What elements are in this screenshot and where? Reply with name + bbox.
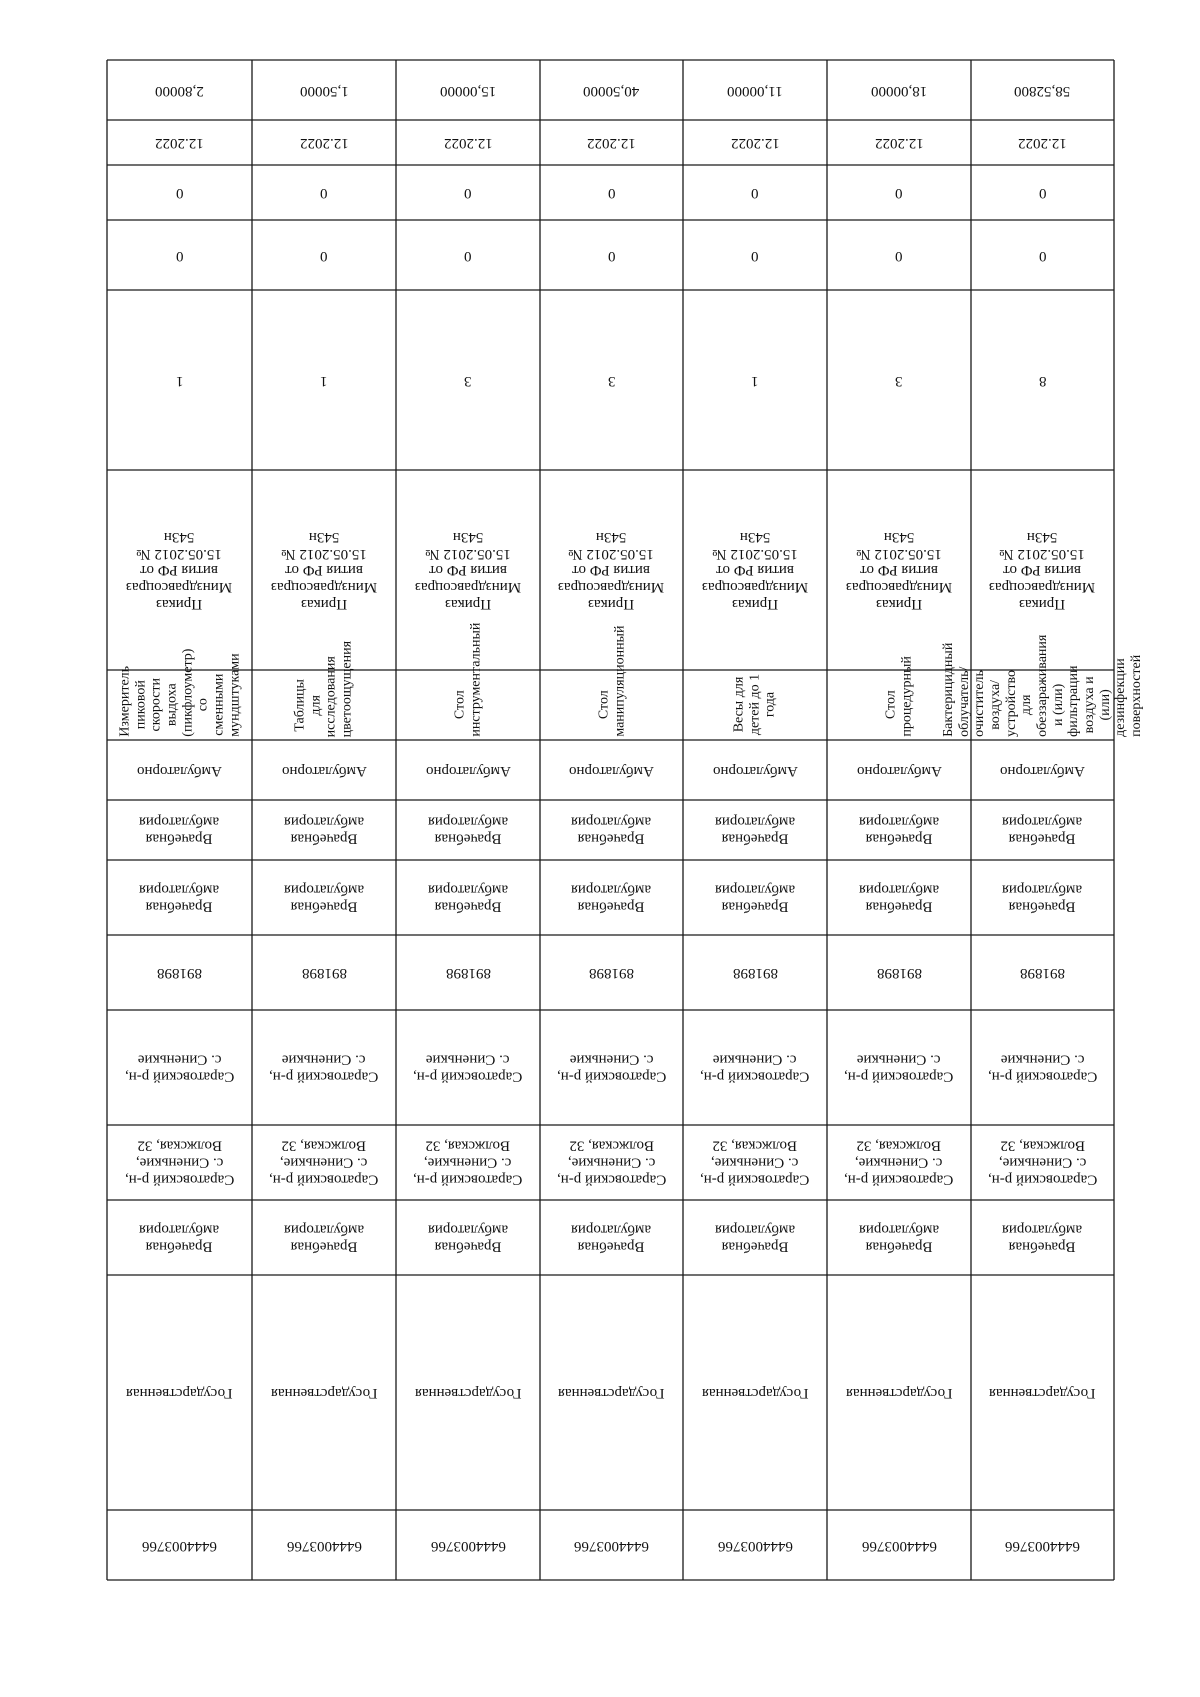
cell-equipment bbox=[683, 670, 827, 740]
cell-order bbox=[252, 470, 396, 670]
cell-address bbox=[540, 1125, 683, 1200]
equipment-text: Стол инструментальный bbox=[452, 622, 483, 737]
cell-code bbox=[683, 935, 827, 1010]
qty-text: 3 bbox=[464, 372, 472, 389]
date-text: 12.2022 bbox=[874, 134, 924, 151]
unit1-text: Врачебная амбулатория bbox=[427, 1221, 509, 1255]
date-text: 12.2022 bbox=[1018, 134, 1067, 151]
cell-inn bbox=[107, 1510, 252, 1580]
address-text: Саратовский р-н, с. Синенькие, Волжская, 32 bbox=[556, 1138, 667, 1188]
inn-text: 6444003766 bbox=[286, 1537, 362, 1554]
qty-text: 1 bbox=[751, 372, 759, 389]
cell-date bbox=[396, 120, 540, 165]
cell-date bbox=[107, 120, 252, 165]
v1-text: 0 bbox=[320, 247, 328, 264]
cell-v1 bbox=[971, 220, 1114, 290]
cell-inn bbox=[396, 1510, 540, 1580]
cell-date bbox=[540, 120, 683, 165]
unit3-text: Врачебная амбулатория bbox=[571, 814, 652, 847]
cell-care bbox=[827, 740, 971, 800]
unit3-text: Врачебная амбулатория bbox=[283, 814, 365, 847]
cell-ownership bbox=[540, 1275, 683, 1510]
cell-sum bbox=[396, 60, 540, 120]
code-text: 891898 bbox=[732, 964, 778, 981]
ownership-text: Государственная bbox=[126, 1384, 233, 1401]
date-text: 12.2022 bbox=[730, 134, 780, 151]
cell-qty bbox=[396, 290, 540, 470]
cell-address bbox=[827, 1125, 971, 1200]
v1-text: 0 bbox=[464, 247, 472, 264]
cell-ownership bbox=[827, 1275, 971, 1510]
inn-text: 6444003766 bbox=[717, 1537, 793, 1554]
address-text: Саратовский р-н, с. Синенькие, Волжская, 32 bbox=[124, 1138, 235, 1188]
v2-text: 0 bbox=[607, 184, 616, 201]
cell-code bbox=[540, 935, 683, 1010]
qty-text: 8 bbox=[1038, 372, 1047, 389]
unit3-text: Врачебная амбулатория bbox=[714, 814, 796, 847]
equipment-text: Стол процедурный bbox=[883, 656, 914, 737]
order-text: Приказ Минздравсоцраз вития РФ от 15.05.2012 № 543н bbox=[126, 528, 233, 612]
cell-locality bbox=[396, 1010, 540, 1125]
date-text: 12.2022 bbox=[299, 134, 349, 151]
v1-text: 0 bbox=[751, 247, 759, 264]
cell-qty bbox=[971, 290, 1114, 470]
cell-unit2 bbox=[396, 860, 540, 935]
unit3-text: Врачебная амбулатория bbox=[858, 814, 940, 847]
cell-ownership bbox=[252, 1275, 396, 1510]
address-text: Саратовский р-н, с. Синенькие, Волжская, 32 bbox=[269, 1138, 379, 1188]
inn-text: 6444003766 bbox=[574, 1537, 649, 1554]
cell-date bbox=[827, 120, 971, 165]
locality-text: Саратовский р-н, с. Синенькие bbox=[413, 1051, 523, 1085]
cell-locality bbox=[540, 1010, 683, 1125]
address-text: Саратовский р-н, с. Синенькие, Волжская, 32 bbox=[413, 1138, 523, 1188]
sum-text: 18,00000 bbox=[870, 82, 928, 99]
cell-sum bbox=[683, 60, 827, 120]
cell-address bbox=[252, 1125, 396, 1200]
ownership-text: Государственная bbox=[989, 1384, 1096, 1401]
unit2-text: Врачебная амбулатория bbox=[139, 881, 220, 915]
cell-equipment bbox=[107, 648, 252, 740]
v2-text: 0 bbox=[751, 184, 759, 201]
v2-text: 0 bbox=[320, 184, 328, 201]
code-text: 891898 bbox=[445, 964, 491, 981]
cell-ownership bbox=[683, 1275, 827, 1510]
order-text: Приказ Минздравсоцраз вития РФ от 15.05.2012 № 543н bbox=[270, 528, 378, 612]
v1-text: 0 bbox=[1038, 247, 1047, 264]
cell-unit3 bbox=[827, 800, 971, 860]
locality-text: Саратовский р-н, с. Синенькие bbox=[844, 1051, 954, 1085]
cell-unit2 bbox=[540, 860, 683, 935]
inn-text: 6444003766 bbox=[861, 1537, 937, 1554]
order-text: Приказ Минздравсоцраз вития РФ от 15.05.2012 № 543н bbox=[558, 528, 665, 612]
locality-text: Саратовский р-н, с. Синенькие bbox=[700, 1051, 810, 1085]
cell-locality bbox=[827, 1010, 971, 1125]
unit1-text: Врачебная амбулатория bbox=[714, 1221, 796, 1255]
unit2-text: Врачебная амбулатория bbox=[427, 881, 509, 915]
cell-care bbox=[107, 740, 252, 800]
cell-unit1 bbox=[252, 1200, 396, 1275]
cell-qty bbox=[107, 290, 252, 470]
inn-text: 6444003766 bbox=[1005, 1537, 1080, 1554]
order-text: Приказ Минздравсоцраз вития РФ от 15.05.2012 № 543н bbox=[845, 528, 953, 612]
cell-equipment bbox=[252, 640, 396, 740]
unit2-text: Врачебная амбулатория bbox=[571, 881, 652, 915]
cell-unit1 bbox=[971, 1200, 1114, 1275]
v1-text: 0 bbox=[607, 247, 616, 264]
cell-sum bbox=[827, 60, 971, 120]
unit1-text: Врачебная амбулатория bbox=[1002, 1221, 1083, 1255]
cell-qty bbox=[827, 290, 971, 470]
unit2-text: Врачебная амбулатория bbox=[714, 881, 796, 915]
v1-text: 0 bbox=[175, 247, 184, 264]
equipment-text: Измеритель пиковой скорости выдоха (пикфлоуметр) со сменными мундштуками bbox=[116, 648, 242, 737]
cell-v1 bbox=[252, 220, 396, 290]
ownership-text: Государственная bbox=[270, 1384, 378, 1401]
cell-unit3 bbox=[107, 800, 252, 860]
care-text: Амбулаторно bbox=[569, 762, 654, 779]
cell-order bbox=[683, 470, 827, 670]
cell-v2 bbox=[540, 165, 683, 220]
cell-v1 bbox=[107, 220, 252, 290]
cell-address bbox=[683, 1125, 827, 1200]
qty-text: 1 bbox=[320, 372, 328, 389]
cell-code bbox=[827, 935, 971, 1010]
care-text: Амбулаторно bbox=[281, 762, 367, 779]
sum-text: 15,00000 bbox=[439, 82, 497, 99]
equipment-text: Стол манипуляционный bbox=[595, 625, 627, 737]
cell-sum bbox=[107, 60, 252, 120]
v2-text: 0 bbox=[895, 184, 903, 201]
cell-ownership bbox=[107, 1275, 252, 1510]
ownership-text: Государственная bbox=[558, 1384, 665, 1401]
cell-sum bbox=[540, 60, 683, 120]
locality-text: Саратовский р-н, с. Синенькие bbox=[987, 1051, 1098, 1085]
unit1-text: Врачебная амбулатория bbox=[283, 1221, 365, 1255]
cell-unit1 bbox=[396, 1200, 540, 1275]
locality-text: Саратовский р-н, с. Синенькие bbox=[124, 1051, 235, 1085]
cell-equipment bbox=[396, 622, 540, 740]
cell-unit2 bbox=[827, 860, 971, 935]
care-text: Амбулаторно bbox=[137, 762, 222, 779]
cell-unit2 bbox=[683, 860, 827, 935]
cell-unit1 bbox=[683, 1200, 827, 1275]
equipment-text: Таблицы для исследования цветоощущения bbox=[292, 640, 355, 737]
cell-v1 bbox=[396, 220, 540, 290]
cell-unit2 bbox=[971, 860, 1114, 935]
code-text: 891898 bbox=[301, 964, 347, 981]
cell-care bbox=[971, 740, 1114, 800]
cell-ownership bbox=[971, 1275, 1114, 1510]
unit3-text: Врачебная амбулатория bbox=[1002, 814, 1083, 847]
cell-v2 bbox=[396, 165, 540, 220]
cell-v1 bbox=[683, 220, 827, 290]
cell-v2 bbox=[971, 165, 1114, 220]
cell-inn bbox=[827, 1510, 971, 1580]
unit1-text: Врачебная амбулатория bbox=[571, 1221, 652, 1255]
care-text: Амбулаторно bbox=[425, 762, 511, 779]
cell-order bbox=[107, 470, 252, 670]
code-text: 891898 bbox=[157, 964, 202, 981]
cell-equipment bbox=[540, 625, 683, 740]
cell-locality bbox=[252, 1010, 396, 1125]
unit2-text: Врачебная амбулатория bbox=[1002, 881, 1083, 915]
inn-text: 6444003766 bbox=[142, 1537, 217, 1554]
cell-v2 bbox=[252, 165, 396, 220]
cell-code bbox=[396, 935, 540, 1010]
date-text: 12.2022 bbox=[587, 134, 636, 151]
order-text: Приказ Минздравсоцраз вития РФ от 15.05.2012 № 543н bbox=[414, 528, 522, 612]
cell-care bbox=[252, 740, 396, 800]
date-text: 12.2022 bbox=[155, 134, 204, 151]
cell-care bbox=[540, 740, 683, 800]
cell-v2 bbox=[107, 165, 252, 220]
cell-unit1 bbox=[827, 1200, 971, 1275]
unit3-text: Врачебная амбулатория bbox=[139, 814, 220, 847]
sum-text: 40,50000 bbox=[583, 82, 640, 99]
address-text: Саратовский р-н, с. Синенькие, Волжская, 32 bbox=[700, 1138, 810, 1188]
cell-qty bbox=[540, 290, 683, 470]
cell-qty bbox=[252, 290, 396, 470]
cell-unit3 bbox=[396, 800, 540, 860]
cell-locality bbox=[971, 1010, 1114, 1125]
cell-unit3 bbox=[683, 800, 827, 860]
cell-equipment bbox=[940, 634, 1144, 740]
sum-text: 58,52800 bbox=[1014, 82, 1071, 99]
sum-text: 2,80000 bbox=[155, 82, 204, 99]
equipment-text: Бактерицидный облучатель/очиститель воздуха/устройство для обеззараживания и (или) фильтрации воздуха и (или) дезинфекции поверхностей bbox=[940, 634, 1144, 738]
ownership-text: Государственная bbox=[845, 1384, 953, 1401]
locality-text: Саратовский р-н, с. Синенькие bbox=[556, 1051, 667, 1085]
qty-text: 3 bbox=[607, 372, 616, 389]
unit1-text: Врачебная амбулатория bbox=[139, 1221, 220, 1255]
cell-care bbox=[683, 740, 827, 800]
cell-care bbox=[396, 740, 540, 800]
unit3-text: Врачебная амбулатория bbox=[427, 814, 509, 847]
cell-locality bbox=[107, 1010, 252, 1125]
cell-unit2 bbox=[107, 860, 252, 935]
cell-locality bbox=[683, 1010, 827, 1125]
code-text: 891898 bbox=[1020, 964, 1065, 981]
address-text: Саратовский р-н, с. Синенькие, Волжская, 32 bbox=[987, 1138, 1098, 1188]
code-text: 891898 bbox=[589, 964, 634, 981]
cell-address bbox=[396, 1125, 540, 1200]
qty-text: 1 bbox=[175, 372, 184, 389]
care-text: Амбулаторно bbox=[1000, 762, 1085, 779]
cell-inn bbox=[683, 1510, 827, 1580]
unit1-text: Врачебная амбулатория bbox=[858, 1221, 940, 1255]
cell-v2 bbox=[683, 165, 827, 220]
v2-text: 0 bbox=[464, 184, 472, 201]
cell-sum bbox=[971, 60, 1114, 120]
cell-sum bbox=[252, 60, 396, 120]
cell-date bbox=[971, 120, 1114, 165]
qty-text: 3 bbox=[895, 372, 903, 389]
cell-qty bbox=[683, 290, 827, 470]
cell-v2 bbox=[827, 165, 971, 220]
sum-text: 11,00000 bbox=[727, 82, 783, 99]
cell-unit1 bbox=[540, 1200, 683, 1275]
code-text: 891898 bbox=[876, 964, 922, 981]
cell-v1 bbox=[827, 220, 971, 290]
date-text: 12.2022 bbox=[443, 134, 493, 151]
cell-code bbox=[252, 935, 396, 1010]
cell-code bbox=[971, 935, 1114, 1010]
cell-address bbox=[107, 1125, 252, 1200]
sum-text: 1,50000 bbox=[299, 82, 349, 99]
cell-unit3 bbox=[540, 800, 683, 860]
cell-inn bbox=[540, 1510, 683, 1580]
address-text: Саратовский р-н, с. Синенькие, Волжская, 32 bbox=[844, 1138, 954, 1188]
v2-text: 0 bbox=[175, 184, 184, 201]
cell-unit3 bbox=[971, 800, 1114, 860]
v1-text: 0 bbox=[895, 247, 903, 264]
equipment-text: Весы для детей до 1 года bbox=[731, 674, 778, 736]
order-text: Приказ Минздравсоцраз вития РФ от 15.05.2012 № 543н bbox=[701, 528, 809, 612]
locality-text: Саратовский р-н, с. Синенькие bbox=[269, 1051, 379, 1085]
care-text: Амбулаторно bbox=[856, 762, 942, 779]
ownership-text: Государственная bbox=[701, 1384, 809, 1401]
inn-text: 6444003766 bbox=[430, 1537, 506, 1554]
cell-unit3 bbox=[252, 800, 396, 860]
unit2-text: Врачебная амбулатория bbox=[283, 881, 365, 915]
cell-order bbox=[827, 470, 971, 670]
cell-unit2 bbox=[252, 860, 396, 935]
cell-date bbox=[683, 120, 827, 165]
ownership-text: Государственная bbox=[414, 1384, 522, 1401]
cell-unit1 bbox=[107, 1200, 252, 1275]
order-text: Приказ Минздравсоцраз вития РФ от 15.05.2012 № 543н bbox=[989, 528, 1096, 612]
cell-address bbox=[971, 1125, 1114, 1200]
cell-inn bbox=[252, 1510, 396, 1580]
cell-v1 bbox=[540, 220, 683, 290]
cell-code bbox=[107, 935, 252, 1010]
cell-date bbox=[252, 120, 396, 165]
cell-inn bbox=[971, 1510, 1114, 1580]
cell-ownership bbox=[396, 1275, 540, 1510]
v2-text: 0 bbox=[1038, 184, 1047, 201]
care-text: Амбулаторно bbox=[712, 762, 798, 779]
unit2-text: Врачебная амбулатория bbox=[858, 881, 940, 915]
